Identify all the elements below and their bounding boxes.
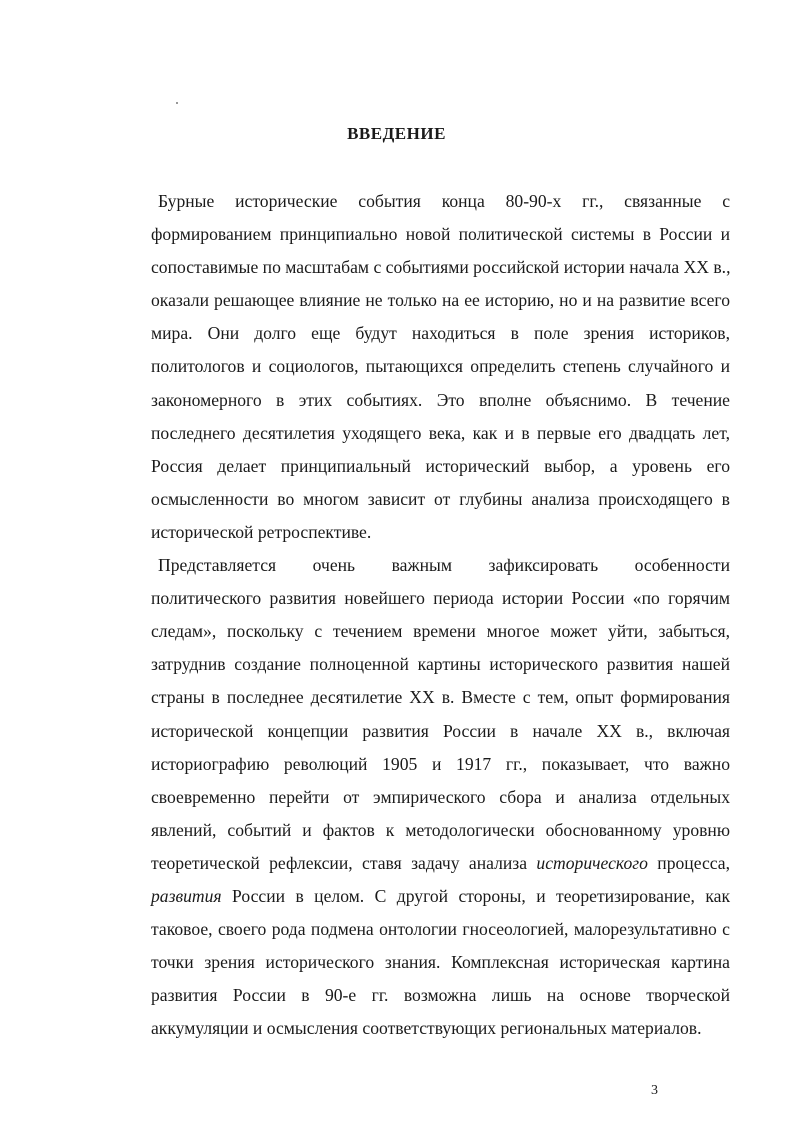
text-line: исторической ретроспективе. (151, 521, 372, 542)
body-text (144, 185, 730, 1045)
text-line: затруднив создание полноценной картины исторического развития нашей (151, 654, 730, 675)
text-line: Бурные исторические события конца 80-90-х гг., связанные с (158, 191, 730, 211)
text-line: таковое, своего рода подмена онтологии гносеологией, малорезультативно с (151, 919, 730, 940)
text-run: теоретической рефлексии, ставя задачу анализа (151, 852, 537, 873)
text-line: своевременно перейти от эмпирического сбора и анализа отдельных (151, 786, 730, 807)
text-run: процесса, (647, 852, 730, 873)
text-line: мира. Они долго еще будут находиться в поле зрения историков, (151, 323, 730, 344)
text-line: следам», поскольку с течением времени многое может уйти, забыться, (151, 621, 730, 642)
paragraph-2 (144, 549, 730, 1045)
text-line-mixed (144, 880, 730, 913)
text-line: оказали решающее влияние не только на ее историю, но и на развитие всего (151, 290, 730, 311)
text-line: последнего десятилетия уходящего века, как и в первые его двадцать лет, (151, 422, 730, 443)
text-line-mixed (144, 847, 730, 880)
italic-term: развития (151, 885, 222, 906)
text-run: России в целом. С другой стороны, и теоретизирование, как (221, 885, 730, 906)
page-title: ВВЕДЕНИЕ (347, 124, 446, 143)
text-line: аккумуляции и осмысления соответствующих региональных материалов. (151, 1018, 702, 1039)
text-line: Россия делает принципиальный исторический выбор, а уровень его (151, 455, 730, 476)
text-line: осмысленности во многом зависит от глубины анализа происходящего в (151, 488, 730, 509)
text-line: политического развития новейшего периода истории России «по горячим (151, 588, 730, 609)
text-line: закономерного в этих событиях. Это вполне объяснимо. В течение (151, 389, 730, 410)
text-line: Представляется очень важным зафиксировать особенности (158, 555, 730, 576)
text-line: историографию революций 1905 и 1917 гг., показывает, что важно (151, 753, 730, 774)
text-line: страны в последнее десятилетие XX в. Вместе с тем, опыт формирования (151, 687, 730, 708)
page-number: 3 (651, 1083, 658, 1098)
text-line: явлений, событий и фактов к методологически обоснованному уровню (151, 819, 730, 840)
italic-term: исторического (536, 852, 648, 873)
text-line: сопоставимые по масштабам с событиями российской истории начала XX в., (151, 257, 731, 278)
text-line: формированием принципиально новой политической системы в России и (151, 224, 730, 245)
scan-speck (176, 102, 178, 104)
text-line: точки зрения исторического знания. Комплексная историческая картина (151, 952, 730, 973)
text-line: исторической концепции развития России в начале XX в., включая (151, 720, 730, 741)
text-line: развития России в 90-е гг. возможна лишь на основе творческой (151, 985, 730, 1006)
text-line: политологов и социологов, пытающихся определить степень случайного и (151, 356, 730, 377)
paragraph-1 (144, 185, 730, 549)
